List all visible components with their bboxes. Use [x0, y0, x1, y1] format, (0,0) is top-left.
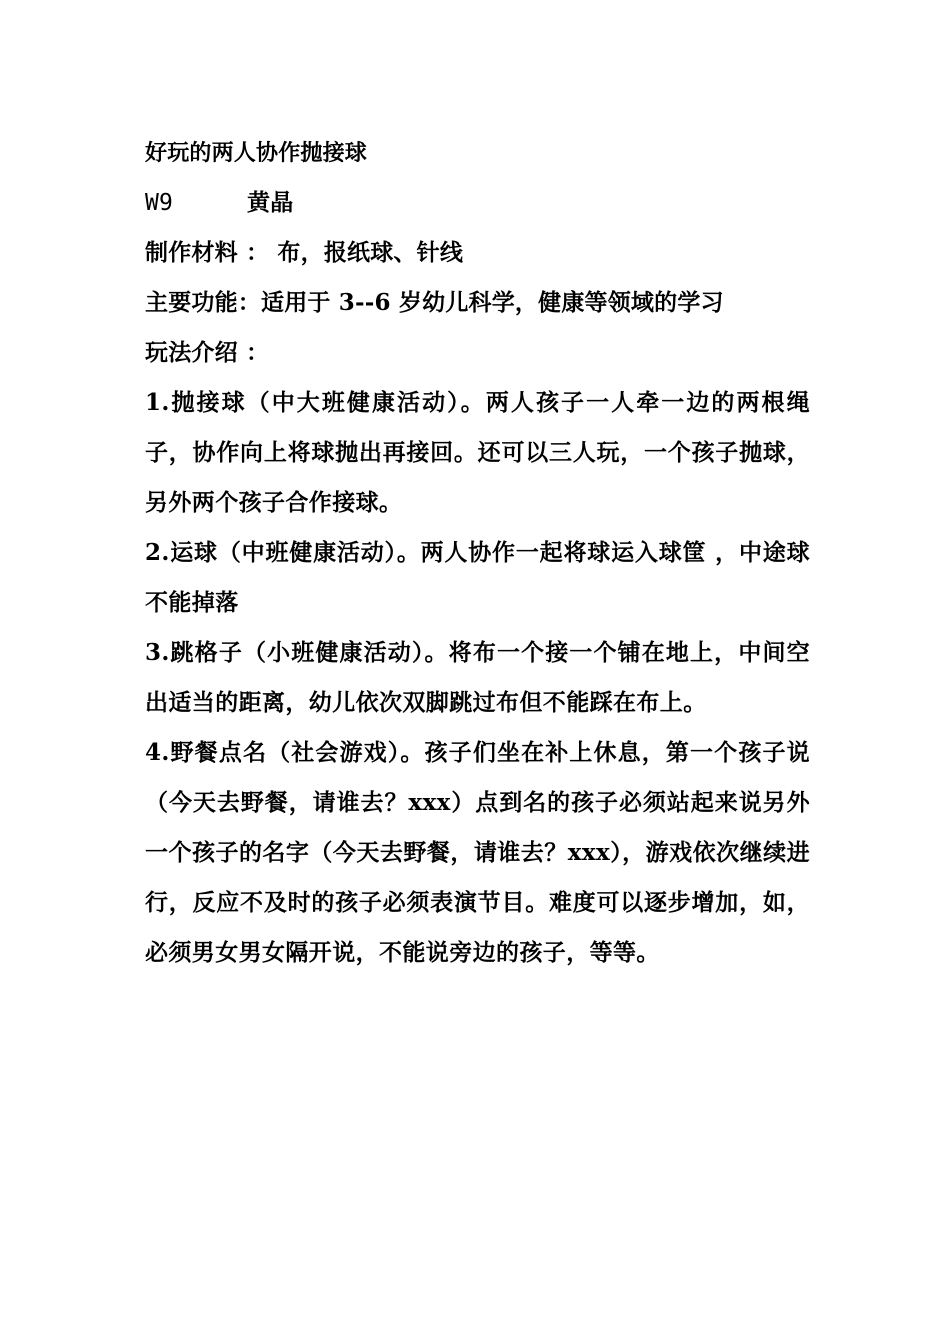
gameplay-item-1: 1.抛接球（中大班健康活动）。两人孩子一人牵一边的两根绳子，协作向上将球抛出再接回。还可以三人玩，一个孩子抛球，另外两个孩子合作接球。	[145, 389, 810, 516]
gameplay-item-3: 3.跳格子（小班健康活动）。将布一个接一个铺在地上，中间空出适当的距离，幼儿依次双脚跳过布但不能踩在布上。	[145, 639, 810, 716]
author-row	[145, 178, 810, 228]
materials-line: 制作材料 ： 布，报纸球、针线	[145, 239, 464, 266]
class-code: W9	[145, 190, 174, 216]
gameplay-heading: 玩法介绍 ：	[145, 339, 270, 366]
gameplay-item-4: 4.野餐点名（社会游戏）。孩子们坐在补上休息，第一个孩子说（今天去野餐，请谁去？xxx）点到名的孩子必须站起来说另外一个孩子的名字（今天去野餐，请谁去？xxx），游戏依次继续进行，反应不及时的孩子必须表演节目。难度可以逐步增加，如，必须男女男女隔开说，不能说旁边的孩子，等等。	[145, 739, 810, 966]
document-title: 好玩的两人协作抛接球	[145, 140, 368, 166]
gameplay-item-2: 2.运球（中班健康活动）。两人协作一起将球运入球筐 ，中途球不能掉落	[145, 539, 810, 616]
function-line: 主要功能：适用于 3--6 岁幼儿科学，健康等领域的学习	[145, 289, 724, 316]
author-name: 黄晶	[247, 189, 294, 216]
document-body	[145, 128, 810, 978]
